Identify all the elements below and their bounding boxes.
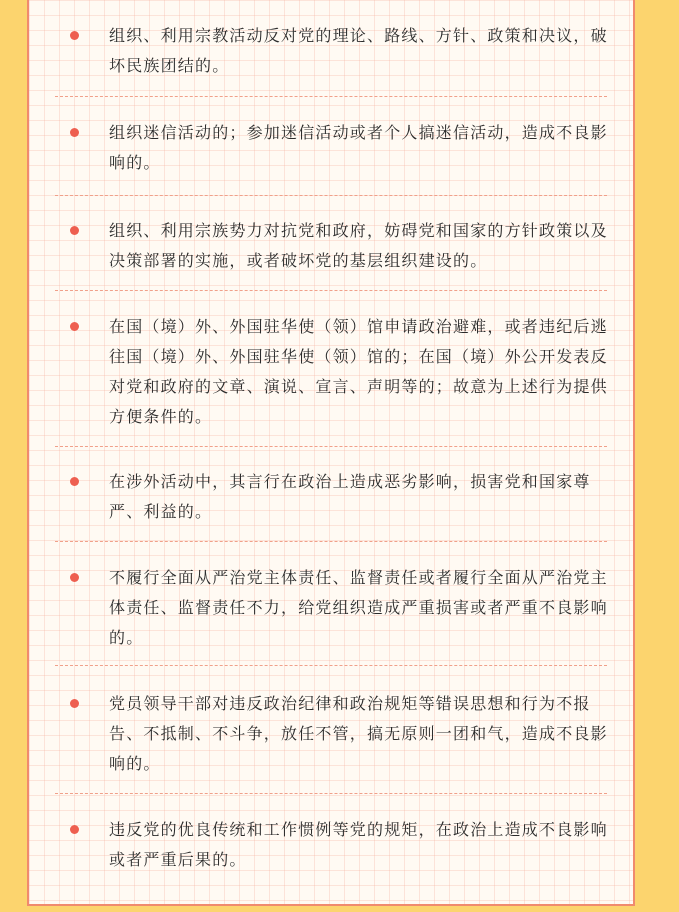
bullet-dot: [70, 128, 79, 137]
item-text: 违反党的优良传统和工作惯例等党的规矩，在政治上造成不良影响或者严重后果的。: [109, 820, 608, 869]
bullet-dot: [70, 226, 79, 235]
divider: [55, 793, 607, 794]
bullet-dot: [70, 699, 79, 708]
item-text: 组织、利用宗教活动反对党的理论、路线、方针、政策和决议，破坏民族团结的。: [109, 26, 608, 75]
divider: [55, 541, 607, 542]
divider: [55, 446, 607, 447]
bullet-dot: [70, 573, 79, 582]
item-text: 组织、利用宗族势力对抗党和政府，妨碍党和国家的方针政策以及决策部署的实施，或者破坏党的基层组织建设的。: [109, 221, 608, 270]
item-text: 不履行全面从严治党主体责任、监督责任或者履行全面从严治党主体责任、监督责任不力，给党组织造成严重损害或者严重不良影响的。: [109, 568, 608, 647]
item-text: 在涉外活动中，其言行在政治上造成恶劣影响，损害党和国家尊严、利益的。: [109, 472, 591, 521]
divider: [55, 290, 607, 291]
bullet-dot: [70, 31, 79, 40]
bullet-dot: [70, 477, 79, 486]
divider: [55, 96, 607, 97]
item-text: 党员领导干部对违反政治纪律和政治规矩等错误思想和行为不报告、不抵制、不斗争，放任不管，搞无原则一团和气，造成不良影响的。: [109, 694, 608, 773]
divider: [55, 195, 607, 196]
divider: [55, 665, 607, 666]
content-card: [27, 0, 635, 906]
bullet-dot: [70, 825, 79, 834]
item-text: 组织迷信活动的；参加迷信活动或者个人搞迷信活动，造成不良影响的。: [109, 123, 608, 172]
bullet-dot: [70, 322, 79, 331]
item-text: 在国（境）外、外国驻华使（领）馆申请政治避难，或者违纪后逃往国（境）外、外国驻华使（领）馆的；在国（境）外公开发表反对党和政府的文章、演说、宣言、声明等的；故意为上述行为提供方便条件的。: [109, 317, 608, 426]
